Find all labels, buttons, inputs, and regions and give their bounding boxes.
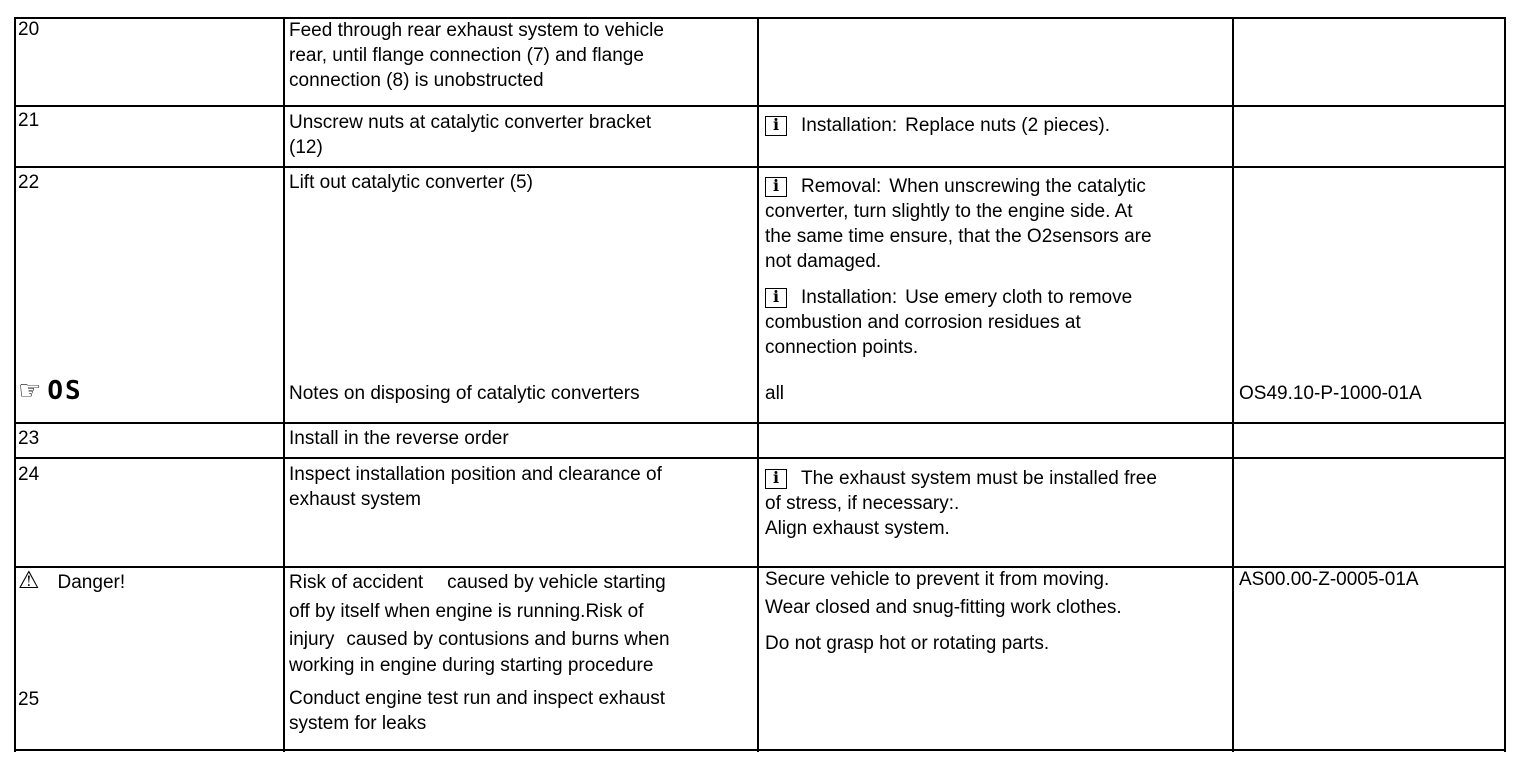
os-scope: all — [765, 383, 785, 404]
risk-text: working in engine during starting procedure — [289, 655, 654, 676]
info-icon: i — [765, 177, 787, 197]
installation-note: i Installation: Replace nuts (2 pieces). — [765, 113, 1110, 138]
action-text: Lift out catalytic converter (5) — [289, 172, 533, 193]
info-icon: i — [765, 288, 787, 308]
row-divider — [14, 457, 1506, 459]
column-divider — [14, 17, 16, 752]
warning-triangle-icon: ⚠ — [18, 566, 40, 594]
info-icon: i — [765, 116, 787, 136]
risk-text: injury caused by contusions and burns when — [289, 629, 670, 650]
table-border-bottom — [14, 749, 1506, 751]
os-reference: ☞ OS — [18, 376, 83, 406]
action-text: Conduct engine test run and inspect exhaust system for leaks — [289, 688, 666, 734]
action-text: Inspect installation position and clearance of exhaust system — [289, 464, 662, 510]
action-text: Unscrew nuts at catalytic converter bracket (12) — [289, 112, 652, 158]
os-action-text: Notes on disposing of catalytic converters — [289, 383, 640, 404]
column-divider — [757, 17, 759, 752]
step-number: 23 — [18, 428, 40, 449]
info-note: i The exhaust system must be installed free of stress, if necessary:. Align exhaust system. — [765, 468, 1157, 539]
document-reference-link[interactable]: AS00.00-Z-0005-01A — [1239, 569, 1419, 590]
safety-measure: Wear closed and snug-fitting work clothes. — [765, 597, 1122, 618]
step-number: 25 — [18, 689, 40, 710]
row-divider — [14, 166, 1506, 168]
safety-measure: Do not grasp hot or rotating parts. — [765, 633, 1050, 654]
step-number: 21 — [18, 110, 40, 131]
column-divider — [283, 17, 285, 752]
action-text: Install in the reverse order — [289, 428, 509, 449]
action-text: Feed through rear exhaust system to vehicle rear, until flange connection (7) and flange connection (8) is unobstructed — [289, 20, 664, 91]
column-divider — [1504, 17, 1506, 752]
removal-note: i Removal: When unscrewing the catalytic converter, turn slightly to the engine side. At the same time ensure, that the O2sensors are not damaged. — [765, 176, 1152, 272]
danger-warning: ⚠ Danger! — [18, 566, 126, 594]
document-reference-link[interactable]: OS49.10-P-1000-01A — [1239, 383, 1422, 404]
step-number: 20 — [18, 19, 40, 40]
step-number: 24 — [18, 464, 40, 485]
risk-text: off by itself when engine is running.Risk of — [289, 601, 644, 622]
pointing-hand-icon: ☞ — [18, 376, 42, 406]
info-icon: i — [765, 469, 787, 489]
column-divider — [1232, 17, 1234, 752]
row-divider — [14, 105, 1506, 107]
row-divider — [14, 422, 1506, 424]
table-border-top — [14, 17, 1506, 19]
safety-measure: Secure vehicle to prevent it from moving. — [765, 569, 1110, 590]
risk-text: Risk of accident caused by vehicle starting — [289, 572, 666, 593]
step-number: 22 — [18, 172, 40, 193]
installation-note: i Installation: Use emery cloth to remove combustion and corrosion residues at connection points. — [765, 287, 1133, 358]
